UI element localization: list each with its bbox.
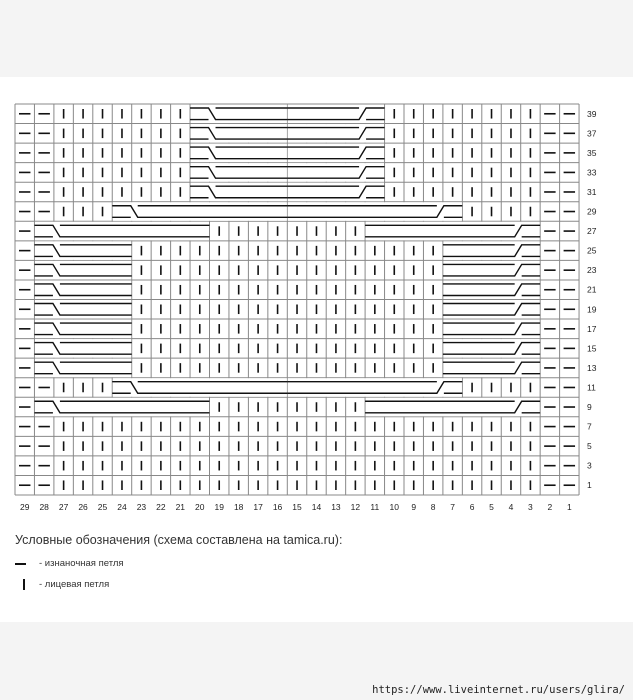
cable-background bbox=[35, 300, 131, 319]
cable-background bbox=[35, 320, 131, 339]
cable-background bbox=[288, 183, 384, 202]
column-number-label: 2 bbox=[547, 502, 553, 512]
column-number-label: 20 bbox=[195, 502, 205, 512]
column-number-label: 13 bbox=[331, 502, 341, 512]
legend-label-purl: - изнаночная петля bbox=[39, 558, 124, 569]
column-number-label: 12 bbox=[350, 502, 361, 512]
cable-background bbox=[443, 280, 539, 299]
row-number-label: 9 bbox=[587, 402, 592, 413]
column-number-label: 10 bbox=[389, 502, 400, 512]
cable-background bbox=[288, 202, 462, 221]
cable-background bbox=[35, 241, 131, 260]
column-number-label: 22 bbox=[156, 502, 166, 512]
row-number-label: 35 bbox=[587, 147, 597, 158]
row-number-label: 33 bbox=[587, 167, 597, 178]
row-number-label: 7 bbox=[587, 421, 592, 432]
cable-background bbox=[288, 105, 384, 124]
column-number-label: 18 bbox=[233, 502, 244, 512]
row-number-label: 27 bbox=[587, 226, 597, 237]
row-number-label: 23 bbox=[587, 265, 597, 276]
column-number-label: 19 bbox=[214, 502, 224, 512]
legend-title: Условные обозначения (схема составлена на tamica.ru): bbox=[15, 533, 343, 547]
cable-background bbox=[191, 183, 287, 202]
legend-label-knit: - лицевая петля bbox=[39, 579, 110, 590]
cable-background bbox=[288, 124, 384, 143]
chart-panel bbox=[0, 77, 633, 622]
column-number-label: 24 bbox=[117, 502, 127, 512]
purl-symbol-icon bbox=[15, 556, 29, 572]
cable-background bbox=[443, 359, 539, 378]
row-number-label: 37 bbox=[587, 128, 597, 139]
cable-background bbox=[191, 124, 287, 143]
column-number-label: 15 bbox=[292, 502, 302, 512]
row-number-label: 15 bbox=[587, 343, 597, 354]
cable-background bbox=[113, 202, 287, 221]
column-number-label: 29 bbox=[19, 502, 30, 512]
column-number-label: 21 bbox=[175, 502, 186, 512]
cable-background bbox=[366, 222, 540, 241]
cable-background bbox=[443, 261, 539, 280]
column-number-label: 17 bbox=[253, 502, 263, 512]
column-number-label: 1 bbox=[566, 502, 572, 512]
row-number-label: 21 bbox=[587, 284, 597, 295]
cable-background bbox=[35, 280, 131, 299]
row-number-label: 19 bbox=[587, 304, 597, 315]
cable-background bbox=[35, 359, 131, 378]
cable-background bbox=[443, 241, 539, 260]
row-number-label: 1 bbox=[587, 480, 592, 491]
column-number-label: 5 bbox=[489, 502, 494, 512]
column-number-label: 4 bbox=[508, 502, 514, 512]
cable-background bbox=[35, 261, 131, 280]
column-number-label: 28 bbox=[39, 502, 49, 512]
cable-background bbox=[288, 378, 462, 397]
cable-background bbox=[288, 163, 384, 182]
row-number-label: 11 bbox=[587, 382, 596, 393]
cable-background bbox=[35, 339, 131, 358]
row-number-label: 5 bbox=[587, 441, 592, 452]
row-number-label: 39 bbox=[587, 108, 597, 119]
cable-background bbox=[113, 378, 287, 397]
column-number-label: 25 bbox=[97, 502, 108, 512]
row-number-label: 29 bbox=[587, 206, 597, 217]
column-number-label: 8 bbox=[430, 502, 436, 512]
column-number-label: 6 bbox=[469, 502, 475, 512]
cable-background bbox=[443, 339, 539, 358]
cable-background bbox=[191, 163, 287, 182]
cable-background bbox=[191, 144, 287, 163]
watermark-url: https://www.liveinternet.ru/users/glira/ bbox=[372, 684, 625, 696]
cable-background bbox=[443, 320, 539, 339]
cable-background bbox=[191, 105, 287, 124]
column-number-label: 3 bbox=[528, 502, 533, 512]
column-number-label: 9 bbox=[411, 502, 417, 512]
row-number-label: 3 bbox=[587, 460, 592, 471]
row-number-label: 25 bbox=[587, 245, 597, 256]
column-number-label: 14 bbox=[311, 502, 322, 512]
cable-background bbox=[35, 222, 209, 241]
cable-background bbox=[366, 398, 540, 417]
column-number-label: 16 bbox=[272, 502, 283, 512]
cable-background bbox=[443, 300, 539, 319]
row-number-label: 17 bbox=[587, 323, 597, 334]
column-number-label: 23 bbox=[136, 502, 147, 512]
cable-background bbox=[35, 398, 209, 417]
column-number-label: 26 bbox=[78, 502, 88, 512]
row-number-label: 13 bbox=[587, 362, 597, 373]
knitting-chart bbox=[0, 77, 633, 522]
column-number-label: 7 bbox=[450, 502, 455, 512]
column-number-label: 27 bbox=[58, 502, 69, 512]
row-number-label: 31 bbox=[587, 186, 597, 197]
cable-background bbox=[288, 144, 384, 163]
column-number-label: 11 bbox=[370, 502, 380, 512]
knit-symbol-icon bbox=[15, 577, 29, 593]
